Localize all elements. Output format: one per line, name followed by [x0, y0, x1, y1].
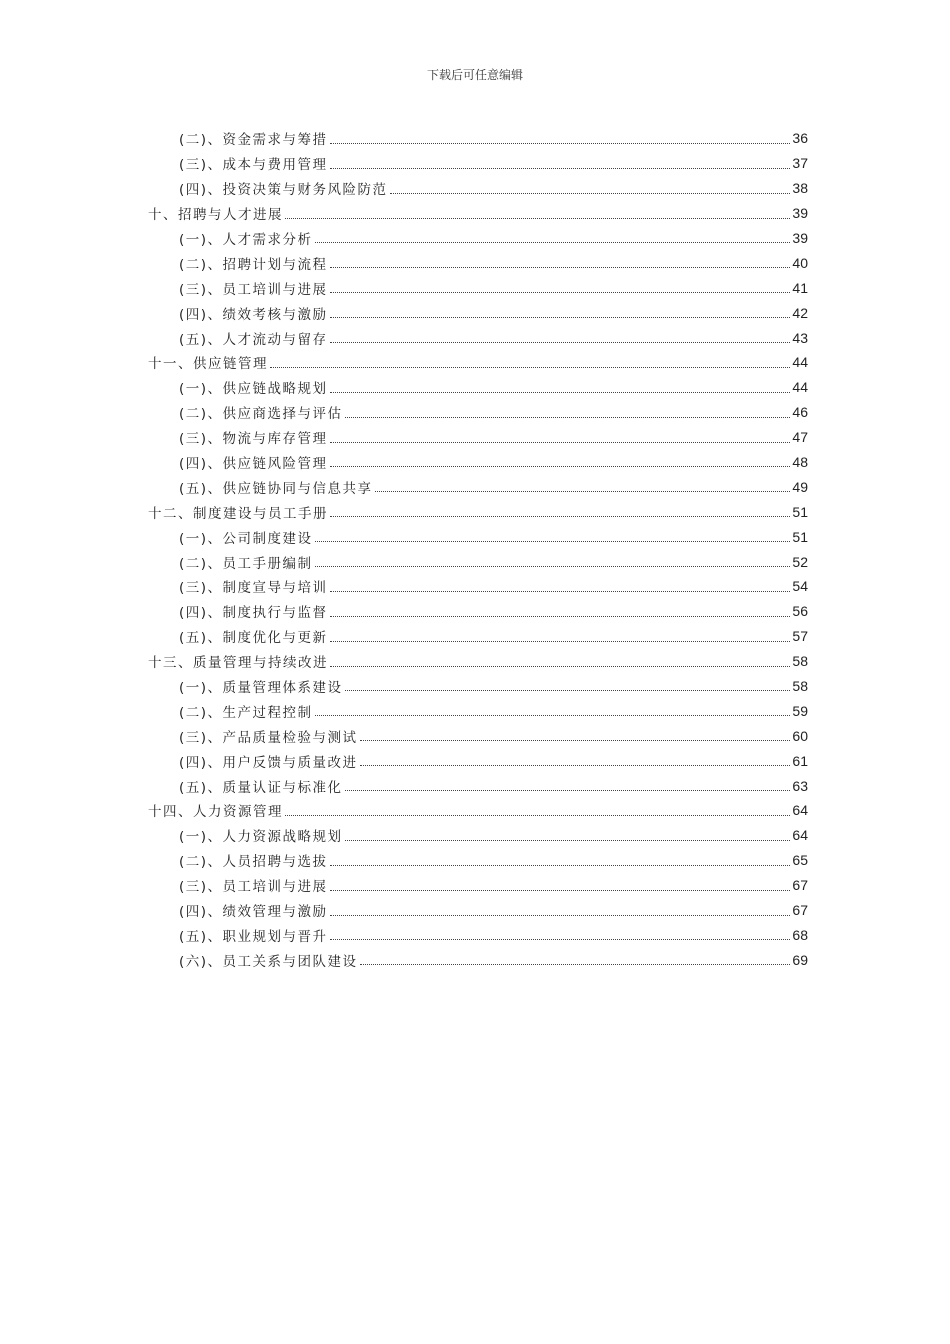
toc-section-entry[interactable] [148, 574, 808, 599]
toc-section-entry[interactable] [148, 524, 808, 549]
toc-entry-title: (四)、投资决策与财务风险防范 [179, 182, 388, 199]
toc-dot-leader [330, 291, 791, 293]
toc-page-number: 41 [792, 279, 808, 296]
toc-section-entry[interactable] [148, 425, 808, 450]
toc-page-number: 68 [792, 926, 808, 943]
toc-entry-title: (四)、绩效考核与激励 [179, 306, 328, 323]
toc-dot-leader [330, 266, 791, 268]
toc-entry-title: (一)、人力资源战略规划 [179, 829, 343, 846]
toc-page-number: 49 [792, 478, 808, 495]
toc-entry-title: (三)、制度宣导与培训 [179, 580, 328, 597]
toc-entry-title: (四)、用户反馈与质量改进 [179, 754, 358, 771]
toc-dot-leader [345, 789, 791, 791]
toc-entry-title: (三)、员工培训与进展 [179, 879, 328, 896]
toc-entry-title: (二)、供应商选择与评估 [179, 406, 343, 423]
toc-page-number: 59 [792, 702, 808, 719]
toc-section-entry[interactable] [148, 674, 808, 699]
toc-entry-title: (三)、产品质量检验与测试 [179, 729, 358, 746]
toc-section-entry[interactable] [148, 698, 808, 723]
toc-dot-leader [330, 391, 791, 393]
toc-entry-title: (二)、招聘计划与流程 [179, 256, 328, 273]
toc-section-entry[interactable] [148, 549, 808, 574]
toc-section-entry[interactable] [148, 599, 808, 624]
toc-section-entry[interactable] [148, 400, 808, 425]
toc-dot-leader [330, 615, 791, 617]
toc-page-number: 51 [792, 528, 808, 545]
toc-dot-leader [330, 889, 791, 891]
toc-page-number: 60 [792, 727, 808, 744]
toc-section-entry[interactable] [148, 151, 808, 176]
toc-section-entry[interactable] [148, 250, 808, 275]
toc-chapter-entry[interactable] [148, 499, 808, 524]
table-of-contents [148, 126, 808, 972]
page-header: 下载后可任意编辑 [426, 68, 523, 82]
toc-page-number: 46 [792, 404, 808, 421]
toc-page-number: 64 [792, 802, 808, 819]
toc-page-number: 67 [792, 902, 808, 919]
toc-page-number: 43 [792, 329, 808, 346]
toc-entry-title: (一)、质量管理体系建设 [179, 680, 343, 697]
toc-section-entry[interactable] [148, 474, 808, 499]
toc-dot-leader [360, 739, 791, 741]
toc-page-number: 56 [792, 603, 808, 620]
toc-entry-title: (三)、物流与库存管理 [179, 431, 328, 448]
toc-page-number: 61 [792, 752, 808, 769]
toc-entry-title: 十、招聘与人才进展 [148, 207, 283, 224]
toc-dot-leader [330, 938, 791, 940]
toc-page-number: 65 [792, 852, 808, 869]
toc-dot-leader [330, 465, 791, 467]
toc-dot-leader [285, 217, 790, 219]
toc-entry-title: (一)、公司制度建设 [179, 530, 313, 547]
toc-dot-leader [330, 640, 791, 642]
toc-entry-title: 十二、制度建设与员工手册 [148, 505, 328, 522]
toc-page-number: 38 [792, 180, 808, 197]
toc-dot-leader [375, 490, 791, 492]
toc-entry-title: (二)、资金需求与筹措 [179, 132, 328, 149]
toc-page-number: 51 [792, 503, 808, 520]
toc-dot-leader [270, 366, 790, 368]
toc-dot-leader [330, 142, 791, 144]
toc-dot-leader [345, 416, 791, 418]
toc-entry-title: (五)、人才流动与留存 [179, 331, 328, 348]
toc-section-entry[interactable] [148, 325, 808, 350]
toc-section-entry[interactable] [148, 126, 808, 151]
toc-page-number: 44 [792, 354, 808, 371]
toc-section-entry[interactable] [148, 923, 808, 948]
toc-section-entry[interactable] [148, 848, 808, 873]
toc-section-entry[interactable] [148, 624, 808, 649]
toc-chapter-entry[interactable] [148, 798, 808, 823]
toc-dot-leader [315, 241, 791, 243]
toc-section-entry[interactable] [148, 226, 808, 251]
toc-section-entry[interactable] [148, 375, 808, 400]
toc-dot-leader [360, 764, 791, 766]
toc-entry-title: (五)、质量认证与标准化 [179, 779, 343, 796]
toc-dot-leader [330, 864, 791, 866]
toc-entry-title: 十三、质量管理与持续改进 [148, 655, 328, 672]
toc-section-entry[interactable] [148, 773, 808, 798]
toc-dot-leader [360, 963, 791, 965]
toc-chapter-entry[interactable] [148, 201, 808, 226]
toc-dot-leader [330, 341, 791, 343]
toc-page-number: 39 [792, 205, 808, 222]
toc-page-number: 44 [792, 379, 808, 396]
toc-section-entry[interactable] [148, 176, 808, 201]
toc-section-entry[interactable] [148, 275, 808, 300]
toc-section-entry[interactable] [148, 723, 808, 748]
toc-page-number: 39 [792, 230, 808, 246]
toc-page-number: 40 [792, 254, 808, 271]
toc-entry-title: (二)、员工手册编制 [179, 555, 313, 572]
toc-entry-title: (四)、绩效管理与激励 [179, 904, 328, 921]
toc-page-number: 37 [792, 155, 808, 172]
toc-page-number: 42 [792, 304, 808, 321]
toc-entry-title: (三)、成本与费用管理 [179, 157, 328, 174]
toc-entry-title: (三)、员工培训与进展 [179, 281, 328, 298]
toc-dot-leader [330, 167, 791, 169]
toc-dot-leader [345, 839, 791, 841]
toc-dot-leader [390, 192, 791, 194]
toc-dot-leader [330, 665, 790, 667]
toc-section-entry[interactable] [148, 450, 808, 475]
toc-section-entry[interactable] [148, 300, 808, 325]
toc-entry-title: (二)、生产过程控制 [179, 704, 313, 721]
toc-page-number: 54 [792, 578, 808, 595]
toc-dot-leader [330, 914, 791, 916]
toc-entry-title: (六)、员工关系与团队建设 [179, 953, 358, 970]
toc-entry-title: (一)、人才需求分析 [179, 232, 313, 248]
toc-page-number: 52 [792, 553, 808, 570]
toc-page-number: 58 [792, 678, 808, 695]
toc-section-entry[interactable] [148, 748, 808, 773]
toc-dot-leader [315, 565, 791, 567]
toc-section-entry[interactable] [148, 873, 808, 898]
toc-section-entry[interactable] [148, 823, 808, 848]
toc-dot-leader [330, 515, 790, 517]
toc-page-number: 64 [792, 827, 808, 844]
toc-section-entry[interactable] [148, 947, 808, 972]
toc-entry-title: (四)、供应链风险管理 [179, 456, 328, 473]
toc-chapter-entry[interactable] [148, 350, 808, 375]
toc-page-number: 47 [792, 429, 808, 446]
toc-dot-leader [330, 441, 791, 443]
toc-page-number: 67 [792, 877, 808, 894]
toc-entry-title: (五)、供应链协同与信息共享 [179, 480, 373, 497]
toc-entry-title: (五)、职业规划与晋升 [179, 928, 328, 945]
toc-page-number: 63 [792, 777, 808, 794]
toc-dot-leader [330, 590, 791, 592]
toc-page-number: 69 [792, 951, 808, 968]
toc-entry-title: (二)、人员招聘与选拔 [179, 854, 328, 871]
toc-page-number: 57 [792, 628, 808, 645]
toc-dot-leader [315, 714, 791, 716]
toc-entry-title: 十一、供应链管理 [148, 356, 268, 373]
toc-chapter-entry[interactable] [148, 649, 808, 674]
toc-entry-title: 十四、人力资源管理 [148, 804, 283, 821]
toc-page-number: 58 [792, 653, 808, 670]
toc-dot-leader [285, 814, 790, 816]
toc-entry-title: (四)、制度执行与监督 [179, 605, 328, 622]
toc-page-number: 36 [792, 130, 808, 147]
toc-page-number: 48 [792, 454, 808, 471]
toc-dot-leader [330, 316, 791, 318]
toc-dot-leader [315, 540, 791, 542]
toc-section-entry[interactable] [148, 898, 808, 923]
toc-dot-leader [345, 689, 791, 691]
toc-entry-title: (一)、供应链战略规划 [179, 381, 328, 398]
toc-entry-title: (五)、制度优化与更新 [179, 630, 328, 647]
